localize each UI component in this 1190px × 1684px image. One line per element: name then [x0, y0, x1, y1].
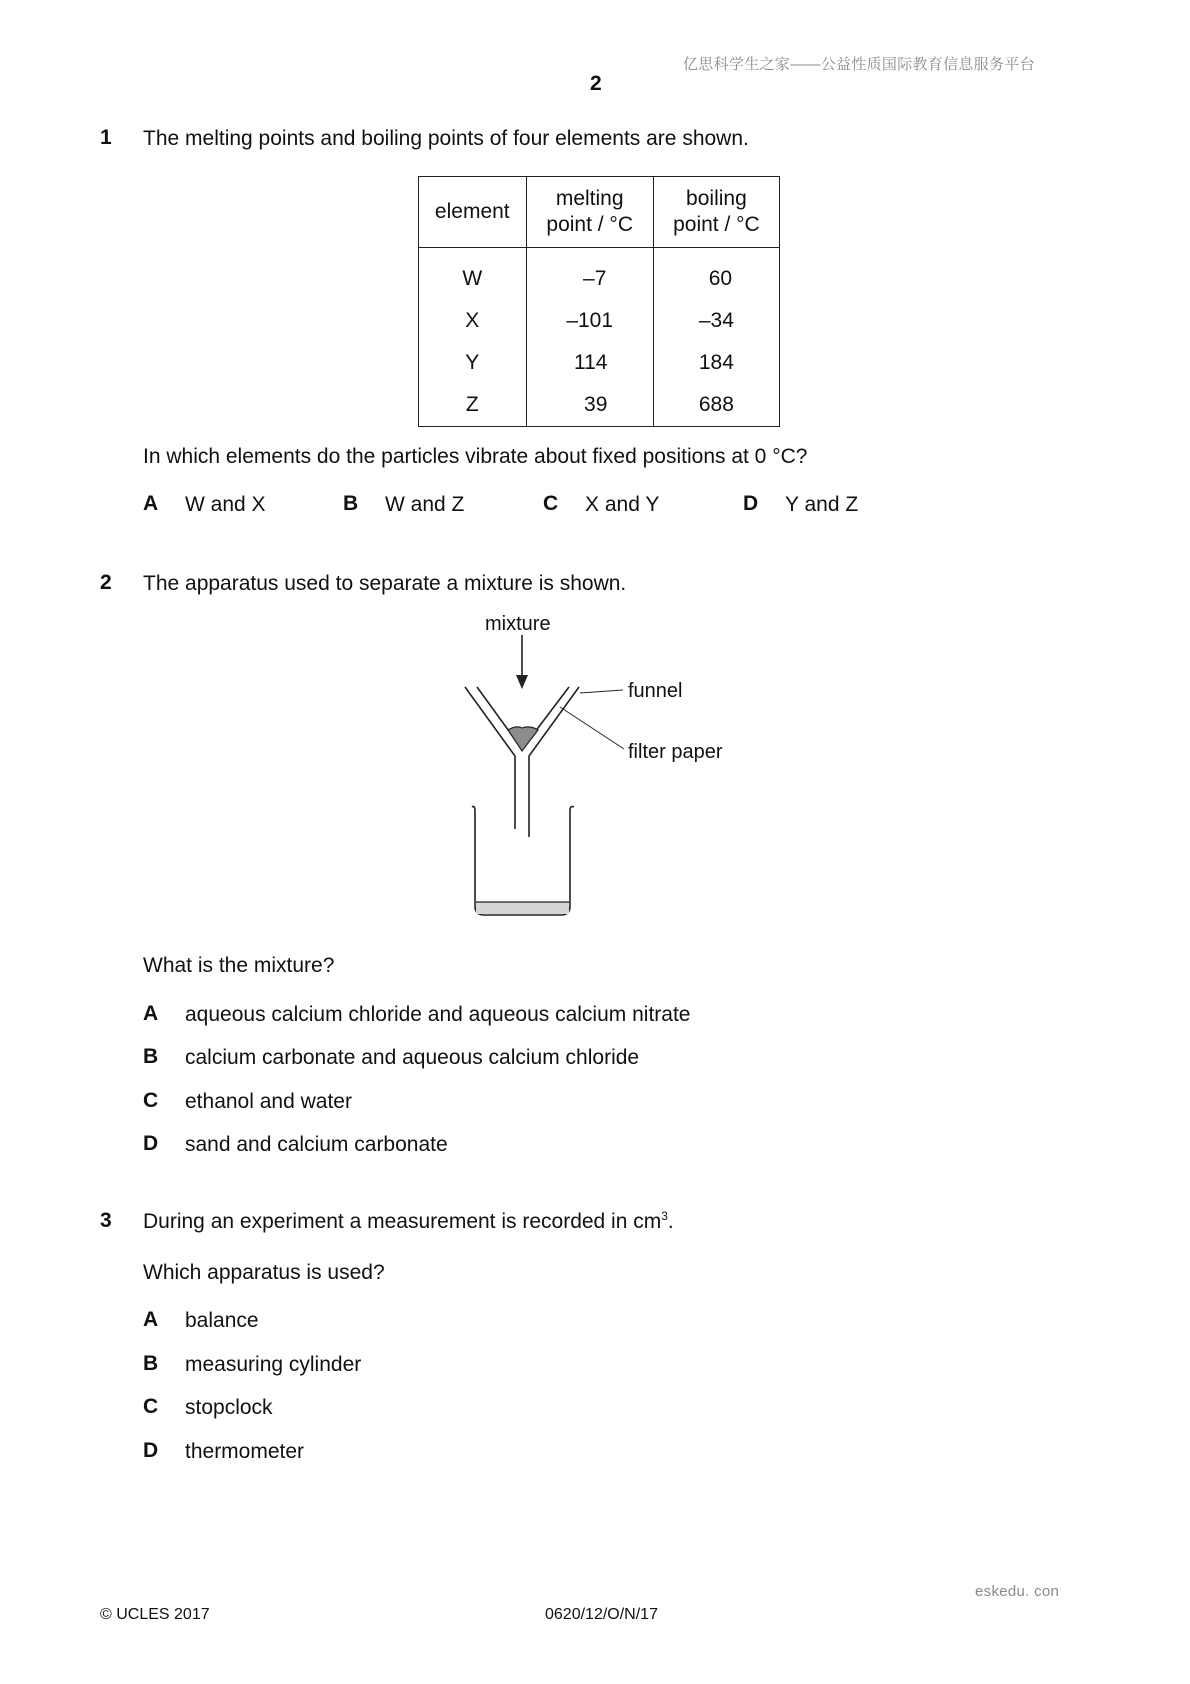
option-text: balance [185, 1309, 259, 1332]
label-mixture: mixture [485, 613, 551, 635]
table-cell-melting: 114 [526, 342, 653, 384]
option-text: stopclock [185, 1396, 273, 1419]
arrow-down-icon [516, 675, 528, 689]
option-letter: C [143, 1395, 159, 1418]
table-cell-melting: –7 [526, 248, 653, 301]
option-letter: B [343, 492, 359, 515]
table-cell-boiling: 184 [653, 342, 779, 384]
question-2-number: 2 [100, 571, 112, 594]
question-1-prompt: In which elements do the particles vibrate about fixed positions at 0 °C? [143, 445, 808, 468]
option-text: W and Z [385, 493, 465, 516]
label-filter-paper: filter paper [628, 741, 723, 763]
table-cell-element: Z [419, 384, 527, 427]
table-cell-melting: 39 [526, 384, 653, 427]
table-cell-boiling: 60 [653, 248, 779, 301]
table-cell-boiling: 688 [653, 384, 779, 427]
table-cell-element: X [419, 300, 527, 342]
option-text: ethanol and water [185, 1090, 352, 1113]
footer-paper-code: 0620/12/O/N/17 [545, 1606, 658, 1623]
option-letter: B [143, 1045, 159, 1068]
option-letter: C [143, 1089, 159, 1112]
option-letter: D [743, 492, 759, 515]
question-3-number: 3 [100, 1209, 112, 1232]
option-text: W and X [185, 493, 266, 516]
footer-copyright: © UCLES 2017 [100, 1606, 210, 1623]
option-letter: D [143, 1439, 159, 1462]
table-row [419, 342, 780, 384]
question-2-prompt: What is the mixture? [143, 954, 335, 977]
question-2-stem: The apparatus used to separate a mixture is shown. [143, 572, 627, 595]
question-3-prompt: Which apparatus is used? [143, 1261, 385, 1284]
table-cell-boiling: –34 [653, 300, 779, 342]
table-cell-element: W [419, 248, 527, 301]
option-text: aqueous calcium chloride and aqueous calcium nitrate [185, 1003, 691, 1026]
table-row [419, 384, 780, 427]
filtration-apparatus-drawing [440, 615, 760, 935]
page-number: 2 [590, 72, 602, 95]
option-text: X and Y [585, 493, 660, 516]
question-3-stem: During an experiment a measurement is recorded in $cm^3$. [143, 1209, 674, 1233]
table-header-element: element [419, 177, 527, 248]
option-text: calcium carbonate and aqueous calcium chloride [185, 1046, 640, 1069]
residue [508, 727, 538, 751]
label-funnel: funnel [628, 680, 683, 702]
option-text: measuring cylinder [185, 1353, 362, 1376]
option-text: sand and calcium carbonate [185, 1133, 448, 1156]
question-1-number: 1 [100, 126, 112, 149]
option-text: thermometer [185, 1440, 305, 1463]
option-text: Y and Z [785, 493, 859, 516]
table-cell-element: Y [419, 342, 527, 384]
table-row [419, 248, 780, 301]
table-cell-melting: –101 [526, 300, 653, 342]
elements-table [418, 176, 780, 427]
option-letter: A [143, 492, 159, 515]
option-letter: D [143, 1132, 159, 1155]
table-row [419, 300, 780, 342]
question-1-stem: The melting points and boiling points of four elements are shown. [143, 127, 749, 150]
filtrate [476, 902, 569, 914]
filtration-diagram [440, 615, 760, 935]
table-header-boiling-point: boiling point / °C [653, 177, 779, 248]
option-letter: B [143, 1352, 159, 1375]
footer-site-watermark: eskedu. con [975, 1583, 1060, 1600]
option-letter: C [543, 492, 559, 515]
header-watermark: 亿思科学生之家——公益性质国际教育信息服务平台 [683, 56, 1035, 73]
option-letter: A [143, 1308, 159, 1331]
table-header-melting-point: melting point / °C [526, 177, 653, 248]
option-letter: A [143, 1002, 159, 1025]
